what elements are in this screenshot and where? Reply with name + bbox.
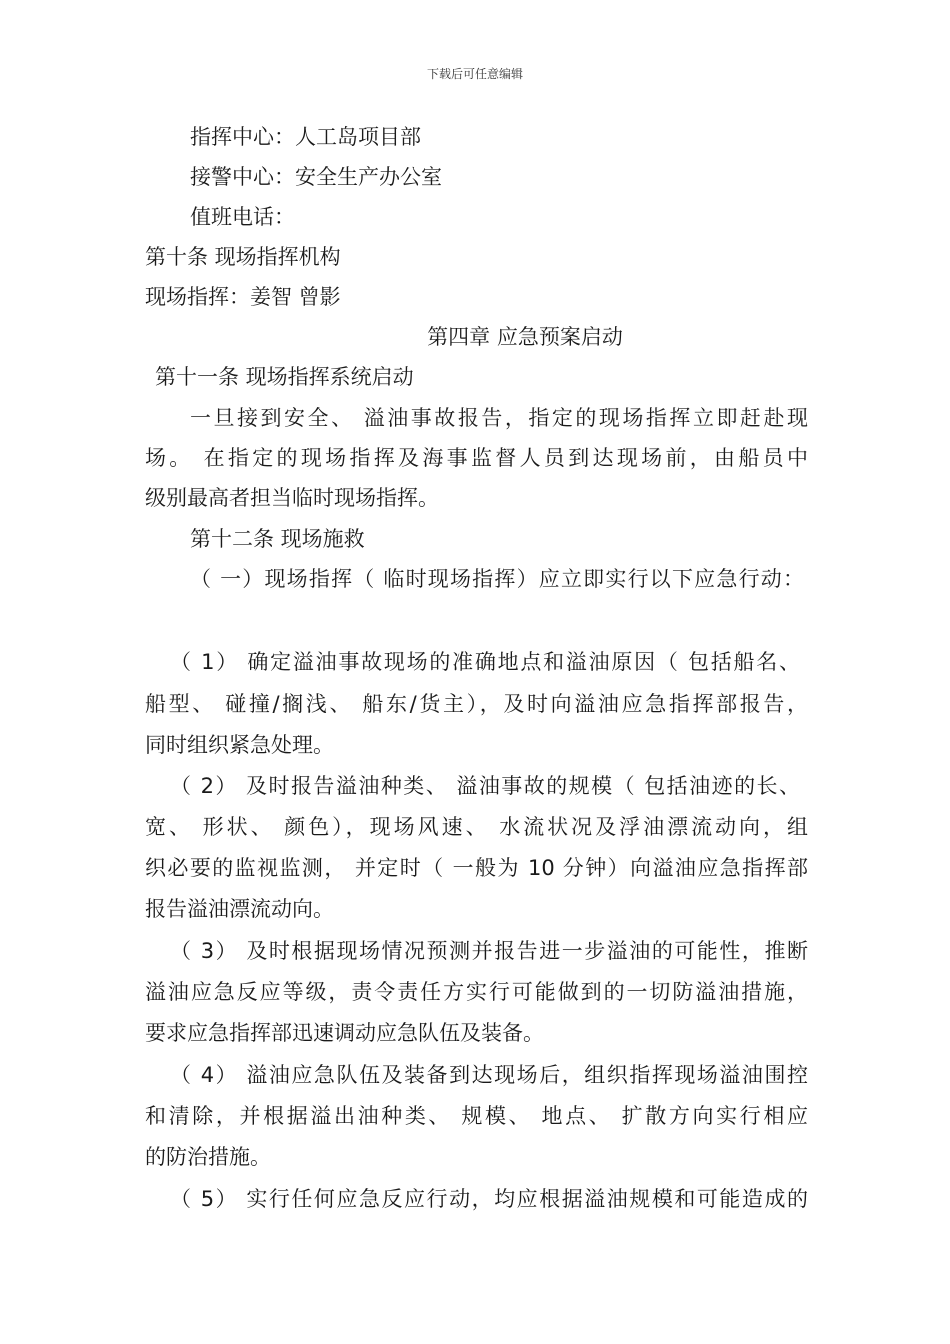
page-header: 下载后可任意编辑 xyxy=(426,67,523,81)
paragraph-line: 和清除，并根据溢出油种类、 规模、 地点、 扩散方向实行相应 xyxy=(145,1104,808,1128)
paragraph-line: （ 2） 及时报告溢油种类、 溢油事故的规模（ 包括油迹的长、 xyxy=(170,774,800,798)
site-commander-line: 现场指挥：姜智 曾影 xyxy=(145,285,341,309)
article-12-heading: 第十二条 现场施救 xyxy=(190,527,365,551)
paragraph-line: 报告溢油漂流动向。 xyxy=(145,897,334,921)
command-center-line: 指挥中心：人工岛项目部 xyxy=(190,125,421,149)
paragraph-line: 同时组织紧急处理。 xyxy=(145,733,334,757)
paragraph-line: （ 1） 确定溢油事故现场的准确地点和溢油原因（ 包括船名、 xyxy=(170,650,800,674)
paragraph-line: 船型、 碰撞/搁浅、 船东/货主），及时向溢油应急指挥部报告， xyxy=(145,692,808,716)
paragraph-line: 宽、 形状、 颜色），现场风速、 水流状况及浮油漂流动向，组 xyxy=(145,815,808,839)
paragraph-line: 要求应急指挥部迅速调动应急队伍及装备。 xyxy=(145,1021,544,1045)
alarm-center-line: 接警中心：安全生产办公室 xyxy=(190,165,442,189)
paragraph-line: 溢油应急反应等级，责令责任方实行可能做到的一切防溢油措施， xyxy=(145,980,808,1004)
duty-phone-line: 值班电话： xyxy=(190,205,295,229)
paragraph-line: 一旦接到安全、 溢油事故报告，指定的现场指挥立即赶赴现 xyxy=(190,406,808,430)
paragraph-line: （ 3） 及时根据现场情况预测并报告进一步溢油的可能性，推断 xyxy=(170,939,808,963)
article-10-heading: 第十条 现场指挥机构 xyxy=(145,245,341,269)
paragraph-line: 级别最高者担当临时现场指挥。 xyxy=(145,486,439,510)
paragraph-line: （ 一）现场指挥（ 临时现场指挥）应立即实行以下应急行动： xyxy=(190,567,804,591)
paragraph-line: （ 5） 实行任何应急反应行动，均应根据溢油规模和可能造成的 xyxy=(170,1187,808,1211)
paragraph-line: 的防治措施。 xyxy=(145,1145,271,1169)
article-11-heading: 第十一条 现场指挥系统启动 xyxy=(155,365,414,389)
paragraph-line: 场。 在指定的现场指挥及海事监督人员到达现场前，由船员中 xyxy=(145,446,808,470)
paragraph-line: （ 4） 溢油应急队伍及装备到达现场后，组织指挥现场溢油围控 xyxy=(170,1063,808,1087)
paragraph-line: 织必要的监视监测， 并定时（ 一般为 10 分钟）向溢油应急指挥部 xyxy=(145,856,808,880)
chapter-4-heading: 第四章 应急预案启动 xyxy=(427,325,623,349)
